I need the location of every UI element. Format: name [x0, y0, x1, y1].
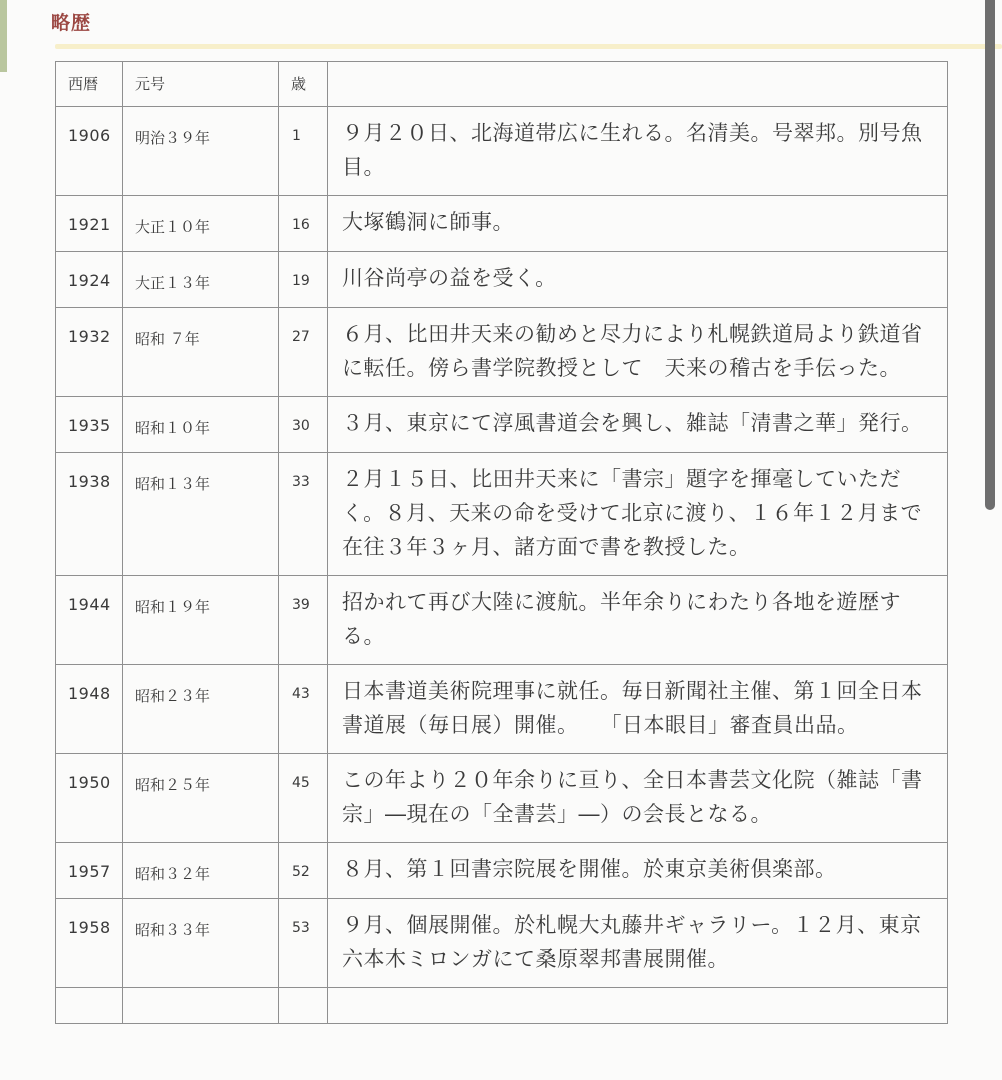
cell-year: 1935	[56, 397, 123, 453]
cell-event: ６月、比田井天来の勧めと尽力により札幌鉄道局より鉄道省に転任。傍ら書学院教授として 天来の稽古を手伝った。	[328, 308, 948, 397]
cell-era: 昭和３３年	[123, 899, 279, 988]
cell-age	[279, 988, 328, 1024]
cell-event: ３月、東京にて淳風書道会を興し、雑誌「清書之華」発行。	[328, 397, 948, 453]
table-row	[56, 576, 948, 665]
table-row	[56, 665, 948, 754]
cell-age: 43	[279, 665, 328, 754]
cell-age: 27	[279, 308, 328, 397]
cell-event: ９月２０日、北海道帯広に生れる。名清美。号翠邦。別号魚目。	[328, 107, 948, 196]
cell-age: 53	[279, 899, 328, 988]
column-header-era: 元号	[123, 62, 279, 107]
cell-year: 1944	[56, 576, 123, 665]
cell-year: 1948	[56, 665, 123, 754]
cell-year: 1924	[56, 252, 123, 308]
cell-year: 1958	[56, 899, 123, 988]
cell-year: 1921	[56, 196, 123, 252]
cell-era: 大正１３年	[123, 252, 279, 308]
cell-age: 52	[279, 843, 328, 899]
table-row	[56, 196, 948, 252]
table-row	[56, 754, 948, 843]
cell-era: 昭和１３年	[123, 453, 279, 576]
cell-era: 大正１０年	[123, 196, 279, 252]
cell-era: 昭和３２年	[123, 843, 279, 899]
biography-table	[55, 61, 948, 1024]
cell-age: 19	[279, 252, 328, 308]
cell-era: 昭和 ７年	[123, 308, 279, 397]
cell-era: 昭和１０年	[123, 397, 279, 453]
column-header-event	[328, 62, 948, 107]
page-title: 略歴	[51, 12, 92, 34]
left-accent-bar	[0, 0, 7, 72]
cell-event: ８月、第１回書宗院展を開催。於東京美術倶楽部。	[328, 843, 948, 899]
cell-year: 1932	[56, 308, 123, 397]
cell-era: 昭和２３年	[123, 665, 279, 754]
scrollbar-thumb[interactable]	[985, 0, 995, 510]
cell-age: 45	[279, 754, 328, 843]
cell-event: この年より２０年余りに亘り、全日本書芸文化院（雑誌「書宗」―現在の「全書芸」―）の会長となる。	[328, 754, 948, 843]
cell-age: 39	[279, 576, 328, 665]
cell-era: 昭和２５年	[123, 754, 279, 843]
column-header-year: 西暦	[56, 62, 123, 107]
cell-event: 日本書道美術院理事に就任。毎日新聞社主催、第１回全日本書道展（毎日展）開催。 「日本眼目」審査員出品。	[328, 665, 948, 754]
table-row	[56, 843, 948, 899]
table-row	[56, 107, 948, 196]
cell-event	[328, 988, 948, 1024]
cell-age: 1	[279, 107, 328, 196]
cell-event: 招かれて再び大陸に渡航。半年余りにわたり各地を遊歴する。	[328, 576, 948, 665]
cell-year: 1957	[56, 843, 123, 899]
cell-event: 大塚鶴洞に師事。	[328, 196, 948, 252]
table-row	[56, 397, 948, 453]
table-row	[56, 453, 948, 576]
cell-era	[123, 988, 279, 1024]
cell-age: 30	[279, 397, 328, 453]
cell-year: 1950	[56, 754, 123, 843]
partial-next-row	[56, 988, 948, 1024]
title-underline-divider	[55, 44, 1002, 49]
table-row	[56, 308, 948, 397]
cell-year	[56, 988, 123, 1024]
cell-event: 川谷尚亭の益を受く。	[328, 252, 948, 308]
table-row	[56, 899, 948, 988]
column-header-age: 歳	[279, 62, 328, 107]
cell-event: ９月、個展開催。於札幌大丸藤井ギャラリー。１２月、東京六本木ミロンガにて桑原翠邦書展開催。	[328, 899, 948, 988]
cell-era: 昭和１９年	[123, 576, 279, 665]
cell-year: 1938	[56, 453, 123, 576]
cell-age: 33	[279, 453, 328, 576]
table-header-row	[56, 62, 948, 107]
table-row	[56, 252, 948, 308]
cell-event: ２月１５日、比田井天来に「書宗」題字を揮毫していただく。８月、天来の命を受けて北京に渡り、１６年１２月まで在往３年３ヶ月、諸方面で書を教授した。	[328, 453, 948, 576]
cell-year: 1906	[56, 107, 123, 196]
cell-era: 明治３９年	[123, 107, 279, 196]
cell-age: 16	[279, 196, 328, 252]
